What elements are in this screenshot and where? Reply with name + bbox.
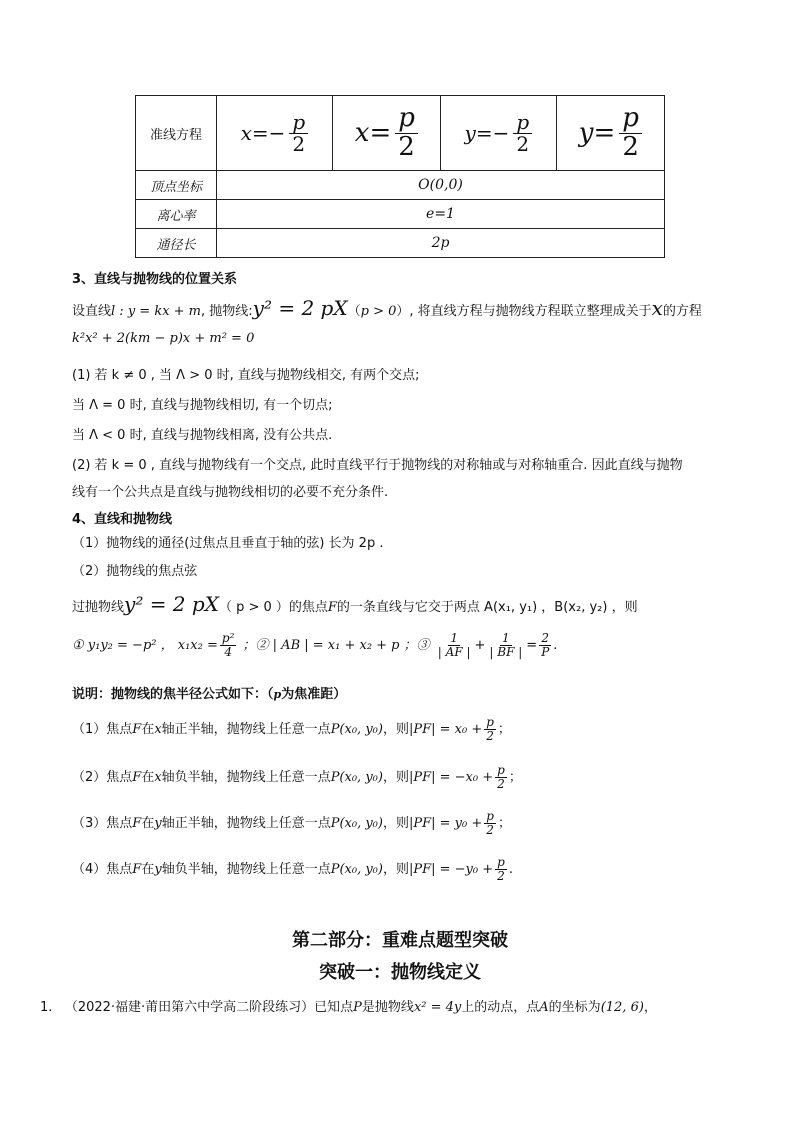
directrix-formula: x= $\frac{p}{2}$: [355, 105, 418, 161]
focal-radius-3: （3）焦点F在y轴正半轴，抛物线上任意一点P(x₀, y₀)，则|PF| = y₀ + $\frac{p}{2}$ ；: [72, 809, 511, 838]
table-row: [136, 200, 665, 229]
case-3: 当 Λ < 0 时, 直线与抛物线相离, 没有公共点.: [72, 428, 333, 443]
focal-radius-4: （4）焦点F在y轴负半轴，抛物线上任意一点P(x₀, y₀)，则|PF| = −y₀ + $\frac{p}{2}$ .: [72, 855, 513, 884]
table-label: 顶点坐标: [136, 171, 217, 200]
case-4: (2) 若 k = 0 , 直线与抛物线有一个交点, 此时直线平行于抛物线的对称轴或与对称轴重合. 因此直线与抛物: [72, 458, 683, 473]
table-label: 离心率: [136, 200, 217, 229]
part-two-title: 第二部分：重难点题型突破: [292, 930, 508, 951]
case-2: 当 Λ = 0 时, 直线与抛物线相切, 有一个切点;: [72, 398, 333, 413]
table-value: e=1: [217, 200, 665, 229]
section-4-title: 4、直线和抛物线: [72, 512, 173, 527]
case-1: (1) 若 k ≠ 0 , 当 Λ > 0 时, 直线与抛物线相交, 有两个交点;: [72, 368, 420, 383]
focal-radius-note: 说明：抛物线的焦半径公式如下：（p为焦准距）: [72, 687, 347, 702]
table-row: [136, 171, 665, 200]
question-1: 1. （2022·福建·莆田第六中学高二阶段练习）已知点P是抛物线x² = 4y上的动点，点A的坐标为(12, 6)，: [40, 1000, 657, 1015]
section-3-line1: 设直线l : y = kx + m, 抛物线:y² = 2 pX（p > 0）, 将直线方程与抛物线方程联立整理成关于x的方程: [72, 296, 702, 320]
table-value: O(0,0): [217, 171, 665, 200]
parabola-properties-table: [135, 95, 665, 258]
intersection-equation: k²x² + 2(km − p)x + m² = 0: [72, 331, 255, 346]
case-4-cont: 线有一个公共点是直线与抛物线相切的必要不充分条件.: [72, 485, 389, 500]
table-row: [136, 96, 665, 171]
focal-radius-1: （1）焦点F在x轴正半轴，抛物线上任意一点P(x₀, y₀)，则|PF| = x₀ + $\frac{p}{2}$ ；: [72, 715, 511, 744]
table-label: 通径长: [136, 229, 217, 258]
breakthrough-one-title: 突破一：抛物线定义: [319, 962, 481, 983]
focal-chord-results: ① y₁y₂ = −p² ， x₁x₂ = $\frac{\text{p²}}{4}$ ；② | AB | = x₁ + x₂ + p ；③ $\frac{1}{| AF |}$ + $\frac{1}{| BF |}$ = $\frac{2}{P}$ .: [72, 631, 558, 660]
directrix-formula: x=− $\frac{p}{2}$: [241, 112, 309, 155]
table-row: [136, 229, 665, 258]
latus-rectum-note: （1）抛物线的通径(过焦点且垂直于轴的弦) 长为 2p .: [72, 536, 384, 551]
table-value: 2p: [217, 229, 665, 258]
focal-chord-line: 过抛物线y² = 2 pX（ p > 0 ）的焦点F的一条直线与它交于两点 A(x₁, y₁) ，B(x₂, y₂) ，则: [72, 592, 638, 616]
directrix-formula: y= $\frac{p}{2}$: [579, 105, 642, 161]
table-label: 准线方程: [136, 96, 217, 171]
directrix-formula: y=− $\frac{p}{2}$: [465, 112, 533, 155]
section-3-title: 3、直线与抛物线的位置关系: [72, 272, 238, 287]
focal-chord-heading: （2）抛物线的焦点弦: [72, 564, 198, 579]
focal-radius-2: （2）焦点F在x轴负半轴，抛物线上任意一点P(x₀, y₀)，则|PF| = −x₀ + $\frac{p}{2}$ ；: [72, 763, 522, 792]
